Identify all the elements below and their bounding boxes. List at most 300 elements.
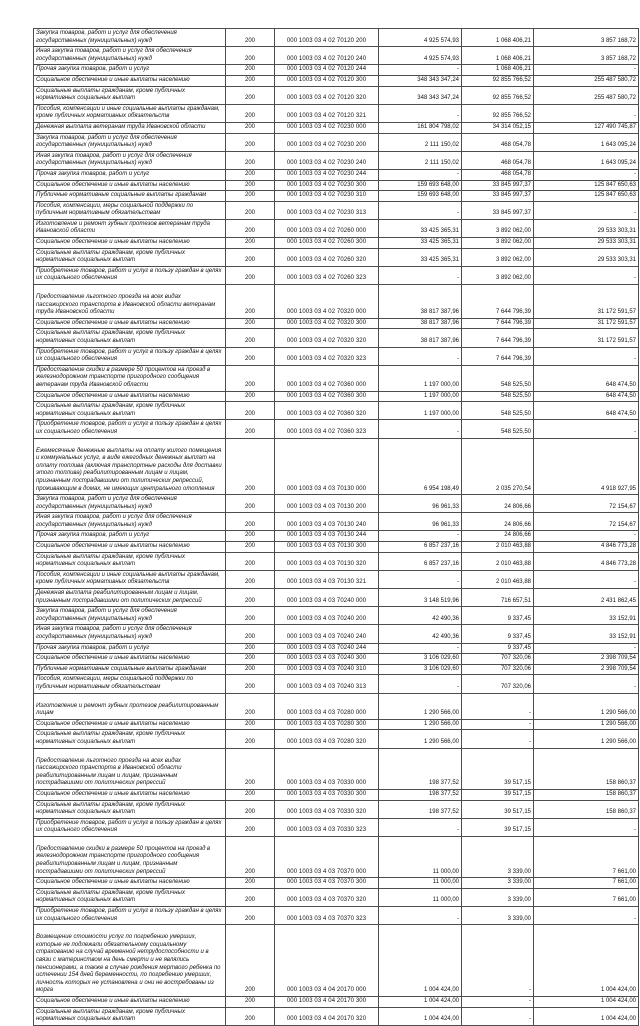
row-amount-2: 468 054,78: [462, 151, 534, 169]
row-budget-code: 000 1003 03 4 03 70240 240: [275, 625, 379, 643]
row-amount-2: 3 892 062,00: [462, 219, 534, 237]
row-description: Социальные выплаты гражданам, кроме публичных нормативных социальных выплат: [34, 402, 226, 420]
row-amount-1: -: [379, 675, 462, 693]
row-amount-1: 159 693 648,00: [379, 180, 462, 191]
row-amount-3: 29 533 303,31: [534, 248, 639, 266]
row-amount-3: -: [534, 420, 639, 438]
table-row: [34, 878, 639, 889]
row-budget-code: 000 1003 03 4 03 70130 321: [275, 570, 379, 588]
row-expense-kind-code: 200: [226, 285, 275, 319]
row-description: Пособия, компенсации, меры социальной поддержки по публичным нормативным обязательствам: [34, 675, 226, 693]
row-description: Социальное обеспечение и иные выплаты населению: [34, 238, 226, 249]
row-budget-code: 000 1003 03 4 03 70280 320: [275, 730, 379, 748]
row-budget-code: 000 1003 03 4 03 70370 320: [275, 888, 379, 906]
row-expense-kind-code: 200: [226, 47, 275, 65]
row-amount-1: -: [379, 531, 462, 542]
table-row: [34, 589, 639, 607]
table-row: [34, 607, 639, 625]
row-budget-code: 000 1003 03 4 03 70330 000: [275, 748, 379, 789]
row-amount-3: 3 857 168,72: [534, 47, 639, 65]
table-row: [34, 420, 639, 438]
row-budget-code: 000 1003 03 4 03 70240 313: [275, 675, 379, 693]
row-amount-3: 255 487 580,72: [534, 75, 639, 86]
row-expense-kind-code: 200: [226, 318, 275, 329]
row-budget-code: 000 1003 03 4 03 70370 000: [275, 836, 379, 877]
row-budget-code: 000 1003 03 4 03 70130 240: [275, 513, 379, 531]
row-budget-code: 000 1003 03 4 02 70230 200: [275, 133, 379, 151]
row-amount-1: 3 106 029,60: [379, 664, 462, 675]
row-description: Публичные нормативные социальные выплаты гражданам: [34, 664, 226, 675]
row-description: Социальное обеспечение и иные выплаты населению: [34, 542, 226, 553]
row-expense-kind-code: 200: [226, 789, 275, 800]
row-description: Социальное обеспечение и иные выплаты населению: [34, 391, 226, 402]
table-row: [34, 391, 639, 402]
row-amount-1: -: [379, 907, 462, 925]
row-description: Приобретение товаров, работ и услуг в пользу граждан в целях их социального обеспечения: [34, 347, 226, 365]
row-amount-2: 92 855 766,52: [462, 75, 534, 86]
row-expense-kind-code: 200: [226, 1007, 275, 1025]
row-expense-kind-code: 200: [226, 836, 275, 877]
row-amount-1: 198 377,52: [379, 800, 462, 818]
row-budget-code: 000 1003 03 4 03 70330 320: [275, 800, 379, 818]
row-amount-3: -: [534, 818, 639, 836]
row-amount-2: 7 644 796,39: [462, 285, 534, 319]
row-budget-code: 000 1003 03 4 02 70260 323: [275, 266, 379, 284]
row-amount-1: 161 804 798,02: [379, 122, 462, 133]
row-budget-code: 000 1003 03 4 02 70230 000: [275, 122, 379, 133]
row-budget-code: 000 1003 03 4 02 70120 321: [275, 104, 379, 122]
row-description: Социальное обеспечение и иные выплаты населению: [34, 996, 226, 1007]
table-row: [34, 675, 639, 693]
row-budget-code: 000 1003 03 4 03 70240 310: [275, 664, 379, 675]
row-budget-code: 000 1003 03 4 03 70130 200: [275, 495, 379, 513]
table-row: [34, 552, 639, 570]
row-amount-1: 6 954 198,49: [379, 438, 462, 495]
row-budget-code: 000 1003 03 4 03 70370 323: [275, 907, 379, 925]
row-budget-code: 000 1003 03 4 03 70240 300: [275, 654, 379, 665]
row-amount-2: 33 845 997,37: [462, 201, 534, 219]
row-amount-3: 125 847 650,63: [534, 191, 639, 202]
row-expense-kind-code: 200: [226, 201, 275, 219]
row-amount-1: 38 817 387,96: [379, 329, 462, 347]
table-row: [34, 169, 639, 180]
row-description: Закупка товаров, работ и услуг для обеспечения государственных (муниципальных) нужд: [34, 133, 226, 151]
row-amount-1: 1 290 566,00: [379, 730, 462, 748]
row-expense-kind-code: 200: [226, 878, 275, 889]
row-expense-kind-code: 200: [226, 907, 275, 925]
row-expense-kind-code: 200: [226, 888, 275, 906]
row-expense-kind-code: 200: [226, 86, 275, 104]
table-row: [34, 654, 639, 665]
row-description: Прочая закупка товаров, работ и услуг: [34, 643, 226, 654]
row-amount-1: 1 197 000,00: [379, 391, 462, 402]
row-expense-kind-code: 200: [226, 513, 275, 531]
row-amount-1: -: [379, 347, 462, 365]
row-amount-2: 3 892 062,00: [462, 248, 534, 266]
row-amount-3: 4 846 773,28: [534, 552, 639, 570]
row-amount-1: 42 490,36: [379, 625, 462, 643]
row-amount-1: -: [379, 266, 462, 284]
row-expense-kind-code: 200: [226, 925, 275, 997]
row-amount-3: -: [534, 570, 639, 588]
row-budget-code: 000 1003 03 4 02 70360 323: [275, 420, 379, 438]
row-amount-3: 1 290 566,00: [534, 693, 639, 719]
row-amount-1: 96 961,33: [379, 495, 462, 513]
row-expense-kind-code: 200: [226, 420, 275, 438]
row-budget-code: 000 1003 03 4 02 70320 323: [275, 347, 379, 365]
table-row: [34, 29, 639, 47]
row-description: Социальные выплаты гражданам, кроме публичных нормативных социальных выплат: [34, 1007, 226, 1025]
table-row: [34, 266, 639, 284]
table-row: [34, 191, 639, 202]
row-amount-2: 2 035 270,54: [462, 438, 534, 495]
row-description: Иная закупка товаров, работ и услуг для обеспечения государственных (муниципальных) нужд: [34, 625, 226, 643]
row-expense-kind-code: 200: [226, 730, 275, 748]
row-budget-code: 000 1003 03 4 02 70360 000: [275, 365, 379, 391]
row-amount-2: 1 068 406,21: [462, 47, 534, 65]
row-description: Закупка товаров, работ и услуг для обеспечения государственных (муниципальных) нужд: [34, 607, 226, 625]
row-budget-code: 000 1003 03 4 02 70120 300: [275, 75, 379, 86]
row-expense-kind-code: 200: [226, 589, 275, 607]
row-budget-code: 000 1003 03 4 03 70130 320: [275, 552, 379, 570]
row-description: Социальное обеспечение и иные выплаты населению: [34, 789, 226, 800]
row-amount-2: 2 010 463,88: [462, 570, 534, 588]
row-amount-3: 125 847 650,63: [534, 180, 639, 191]
row-amount-3: 72 154,67: [534, 513, 639, 531]
row-amount-3: 72 154,67: [534, 495, 639, 513]
budget-table: [33, 28, 639, 1026]
row-amount-1: 4 925 574,93: [379, 29, 462, 47]
row-budget-code: 000 1003 03 4 03 70130 244: [275, 531, 379, 542]
row-description: Социальные выплаты гражданам, кроме публичных нормативных социальных выплат: [34, 800, 226, 818]
table-row: [34, 730, 639, 748]
row-description: Изготовление и ремонт зубных протезов реабилитированным лицам: [34, 693, 226, 719]
table-row: [34, 836, 639, 877]
row-amount-1: 198 377,52: [379, 789, 462, 800]
row-amount-2: 34 314 052,15: [462, 122, 534, 133]
row-amount-1: 1 290 566,00: [379, 693, 462, 719]
row-budget-code: 000 1003 03 4 03 70240 244: [275, 643, 379, 654]
row-expense-kind-code: 200: [226, 693, 275, 719]
row-description: Денежная выплата ветеранам труда Ивановской области: [34, 122, 226, 133]
row-amount-1: -: [379, 65, 462, 76]
row-description: Социальное обеспечение и иные выплаты населению: [34, 180, 226, 191]
row-amount-3: 1 004 424,00: [534, 1007, 639, 1025]
table-row: [34, 201, 639, 219]
row-description: Прочая закупка товаров, работ и услуг: [34, 65, 226, 76]
table-row: [34, 1007, 639, 1025]
table-row: [34, 925, 639, 997]
row-budget-code: 000 1003 03 4 03 70130 000: [275, 438, 379, 495]
table-row: [34, 347, 639, 365]
row-amount-1: 348 343 347,24: [379, 86, 462, 104]
row-expense-kind-code: 200: [226, 654, 275, 665]
row-amount-3: -: [534, 169, 639, 180]
row-amount-2: 468 054,78: [462, 133, 534, 151]
table-row: [34, 47, 639, 65]
row-amount-3: 648 474,50: [534, 402, 639, 420]
row-budget-code: 000 1003 03 4 03 70130 300: [275, 542, 379, 553]
row-description: Предоставление льготного проезда на всех видах пассажирского транспорта в Ивановской области ветеранам труда Ивановской области: [34, 285, 226, 319]
table-row: [34, 542, 639, 553]
row-amount-1: 159 693 648,00: [379, 191, 462, 202]
row-amount-1: 3 106 029,60: [379, 654, 462, 665]
table-row: [34, 818, 639, 836]
row-expense-kind-code: 200: [226, 607, 275, 625]
row-budget-code: 000 1003 03 4 02 70260 300: [275, 238, 379, 249]
table-row: [34, 888, 639, 906]
row-description: Социальные выплаты гражданам, кроме публичных нормативных социальных выплат: [34, 552, 226, 570]
row-amount-3: 7 661,00: [534, 836, 639, 877]
row-amount-2: 2 010 463,88: [462, 552, 534, 570]
row-budget-code: 000 1003 03 4 02 70230 313: [275, 201, 379, 219]
row-description: Социальное обеспечение и иные выплаты населению: [34, 654, 226, 665]
row-budget-code: 000 1003 03 4 03 70370 300: [275, 878, 379, 889]
row-amount-3: 33 152,91: [534, 625, 639, 643]
row-amount-3: 7 661,00: [534, 888, 639, 906]
row-amount-3: -: [534, 347, 639, 365]
row-amount-1: 33 425 365,31: [379, 248, 462, 266]
row-amount-3: 2 431 862,45: [534, 589, 639, 607]
table-row: [34, 329, 639, 347]
row-expense-kind-code: 200: [226, 664, 275, 675]
row-amount-2: 3 339,00: [462, 888, 534, 906]
row-amount-3: -: [534, 104, 639, 122]
budget-table-body: [34, 29, 639, 1026]
row-expense-kind-code: 200: [226, 191, 275, 202]
row-expense-kind-code: 200: [226, 542, 275, 553]
row-amount-3: 31 172 591,57: [534, 329, 639, 347]
row-amount-2: 33 845 997,37: [462, 180, 534, 191]
table-row: [34, 907, 639, 925]
row-description: Возмещение стоимости услуг по погребению умерших, которые не подлежали обязательному социальному страхованию на случай временной нетрудоспособности и в связи с материнством на день смерти и не являлись пенсионерами, а также в случае рождения мертвого ребенка по истечении 154 дней беременности, по погребению умерших, личность которых не установлена и они не востребованы из морга: [34, 925, 226, 997]
row-amount-1: 3 148 519,96: [379, 589, 462, 607]
row-description: Закупка товаров, работ и услуг для обеспечения государственных (муниципальных) нужд: [34, 29, 226, 47]
row-amount-2: 3 339,00: [462, 836, 534, 877]
row-amount-2: 24 806,66: [462, 513, 534, 531]
table-row: [34, 748, 639, 789]
row-description: Пособия, компенсации, меры социальной поддержки по публичным нормативным обязательствам: [34, 201, 226, 219]
row-amount-1: -: [379, 420, 462, 438]
row-description: Прочая закупка товаров, работ и услуг: [34, 531, 226, 542]
table-row: [34, 65, 639, 76]
row-amount-1: 348 343 347,24: [379, 75, 462, 86]
table-row: [34, 719, 639, 730]
table-row: [34, 438, 639, 495]
row-amount-2: 468 054,78: [462, 169, 534, 180]
row-expense-kind-code: 200: [226, 347, 275, 365]
row-amount-2: 24 806,66: [462, 495, 534, 513]
row-description: Социальные выплаты гражданам, кроме публичных нормативных социальных выплат: [34, 248, 226, 266]
table-row: [34, 86, 639, 104]
row-amount-1: 11 000,00: [379, 888, 462, 906]
row-expense-kind-code: 200: [226, 29, 275, 47]
row-amount-2: -: [462, 730, 534, 748]
row-amount-3: 158 860,37: [534, 748, 639, 789]
row-amount-3: 29 533 303,31: [534, 238, 639, 249]
row-description: Прочая закупка товаров, работ и услуг: [34, 169, 226, 180]
row-description: Денежная выплата реабилитированным лицам и лицам, признанным пострадавшими от политических репрессий: [34, 589, 226, 607]
row-expense-kind-code: 200: [226, 552, 275, 570]
row-amount-1: 2 111 150,02: [379, 133, 462, 151]
row-amount-1: -: [379, 570, 462, 588]
row-description: Иная закупка товаров, работ и услуг для обеспечения государственных (муниципальных) нужд: [34, 513, 226, 531]
row-amount-3: -: [534, 907, 639, 925]
row-amount-2: 716 657,51: [462, 589, 534, 607]
row-amount-2: 92 855 766,52: [462, 86, 534, 104]
row-budget-code: 000 1003 03 4 03 70330 323: [275, 818, 379, 836]
row-amount-2: -: [462, 1007, 534, 1025]
row-budget-code: 000 1003 03 4 03 70330 300: [275, 789, 379, 800]
table-row: [34, 285, 639, 319]
row-amount-2: 1 068 406,21: [462, 65, 534, 76]
row-budget-code: 000 1003 03 4 02 70320 300: [275, 318, 379, 329]
row-budget-code: 000 1003 03 4 04 20170 320: [275, 1007, 379, 1025]
row-expense-kind-code: 200: [226, 402, 275, 420]
table-row: [34, 133, 639, 151]
row-amount-3: 7 661,00: [534, 878, 639, 889]
table-row: [34, 248, 639, 266]
row-expense-kind-code: 200: [226, 329, 275, 347]
row-expense-kind-code: 200: [226, 675, 275, 693]
row-budget-code: 000 1003 03 4 02 70120 200: [275, 29, 379, 47]
row-amount-3: 3 857 168,72: [534, 29, 639, 47]
row-amount-3: -: [534, 675, 639, 693]
row-amount-3: 4 918 927,95: [534, 438, 639, 495]
row-description: Социальное обеспечение и иные выплаты населению: [34, 75, 226, 86]
table-row: [34, 800, 639, 818]
row-expense-kind-code: 200: [226, 625, 275, 643]
row-amount-1: 1 197 000,00: [379, 365, 462, 391]
row-budget-code: 000 1003 03 4 02 70260 000: [275, 219, 379, 237]
table-row: [34, 318, 639, 329]
row-description: Социальное обеспечение и иные выплаты населению: [34, 878, 226, 889]
row-amount-2: 92 855 766,52: [462, 104, 534, 122]
row-budget-code: 000 1003 03 4 03 70240 200: [275, 607, 379, 625]
row-amount-1: -: [379, 169, 462, 180]
row-amount-1: 2 111 150,02: [379, 151, 462, 169]
table-row: [34, 693, 639, 719]
row-description: Иная закупка товаров, работ и услуг для обеспечения государственных (муниципальных) нужд: [34, 151, 226, 169]
row-amount-3: 31 172 591,57: [534, 285, 639, 319]
row-amount-2: 3 892 062,00: [462, 238, 534, 249]
table-row: [34, 75, 639, 86]
row-amount-1: 33 425 365,31: [379, 238, 462, 249]
row-amount-2: 39 517,15: [462, 748, 534, 789]
row-budget-code: 000 1003 03 4 02 70230 300: [275, 180, 379, 191]
row-amount-2: 548 525,50: [462, 402, 534, 420]
row-budget-code: 000 1003 03 4 03 70280 000: [275, 693, 379, 719]
row-amount-2: 707 320,06: [462, 664, 534, 675]
row-description: Приобретение товаров, работ и услуг в пользу граждан в целях их социального обеспечения: [34, 907, 226, 925]
row-amount-1: 33 425 365,31: [379, 219, 462, 237]
table-row: [34, 180, 639, 191]
row-expense-kind-code: 200: [226, 133, 275, 151]
row-amount-3: 1 290 566,00: [534, 719, 639, 730]
row-amount-3: 648 474,50: [534, 391, 639, 402]
row-amount-1: 1 004 424,00: [379, 996, 462, 1007]
row-amount-3: 1 004 424,00: [534, 925, 639, 997]
row-amount-1: 6 857 237,16: [379, 552, 462, 570]
row-amount-2: -: [462, 925, 534, 997]
table-row: [34, 789, 639, 800]
row-amount-3: 648 474,50: [534, 365, 639, 391]
row-amount-1: -: [379, 201, 462, 219]
row-amount-1: -: [379, 104, 462, 122]
row-description: Иная закупка товаров, работ и услуг для обеспечения государственных (муниципальных) нужд: [34, 47, 226, 65]
row-amount-2: 3 339,00: [462, 907, 534, 925]
row-expense-kind-code: 200: [226, 800, 275, 818]
row-amount-2: 9 337,45: [462, 625, 534, 643]
row-expense-kind-code: 200: [226, 719, 275, 730]
row-budget-code: 000 1003 03 4 04 20170 300: [275, 996, 379, 1007]
row-amount-2: 9 337,45: [462, 607, 534, 625]
row-amount-1: 11 000,00: [379, 878, 462, 889]
row-amount-3: 2 398 709,54: [534, 654, 639, 665]
row-expense-kind-code: 200: [226, 104, 275, 122]
row-amount-3: -: [534, 201, 639, 219]
row-expense-kind-code: 200: [226, 248, 275, 266]
row-amount-1: 4 925 574,93: [379, 47, 462, 65]
row-description: Закупка товаров, работ и услуг для обеспечения государственных (муниципальных) нужд: [34, 495, 226, 513]
row-budget-code: 000 1003 03 4 02 70320 320: [275, 329, 379, 347]
row-amount-2: 39 517,15: [462, 789, 534, 800]
row-amount-3: 1 643 095,24: [534, 151, 639, 169]
row-expense-kind-code: 200: [226, 180, 275, 191]
row-amount-2: -: [462, 996, 534, 1007]
row-amount-3: 1 004 424,00: [534, 996, 639, 1007]
row-amount-2: 548 525,50: [462, 365, 534, 391]
row-amount-3: 255 487 580,72: [534, 86, 639, 104]
row-amount-3: 4 846 773,28: [534, 542, 639, 553]
row-amount-2: 2 010 463,88: [462, 542, 534, 553]
row-amount-2: 3 892 062,00: [462, 266, 534, 284]
table-row: [34, 219, 639, 237]
row-amount-3: 31 172 591,57: [534, 318, 639, 329]
row-amount-1: 1 004 424,00: [379, 925, 462, 997]
row-amount-2: 1 068 406,21: [462, 29, 534, 47]
row-amount-1: 38 817 387,96: [379, 318, 462, 329]
row-description: Социальное обеспечение и иные выплаты населению: [34, 318, 226, 329]
row-budget-code: 000 1003 03 4 02 70360 300: [275, 391, 379, 402]
table-row: [34, 996, 639, 1007]
table-row: [34, 151, 639, 169]
row-amount-1: 1 290 566,00: [379, 719, 462, 730]
row-amount-3: -: [534, 266, 639, 284]
row-amount-2: 33 845 997,37: [462, 191, 534, 202]
row-amount-2: 24 806,66: [462, 531, 534, 542]
row-expense-kind-code: 200: [226, 75, 275, 86]
row-budget-code: 000 1003 03 4 04 20170 000: [275, 925, 379, 997]
row-budget-code: 000 1003 03 4 02 70230 244: [275, 169, 379, 180]
row-expense-kind-code: 200: [226, 748, 275, 789]
row-expense-kind-code: 200: [226, 996, 275, 1007]
row-amount-1: 1 197 000,00: [379, 402, 462, 420]
row-budget-code: 000 1003 03 4 02 70360 320: [275, 402, 379, 420]
row-description: Предоставление льготного проезда на всех видах пассажирского транспорта в Ивановской области реабилитированным лицам и лицам, признанным пострадавшими от политических репрессий: [34, 748, 226, 789]
row-amount-3: 33 152,91: [534, 607, 639, 625]
row-description: Пособия, компенсации и иные социальные выплаты гражданам, кроме публичных нормативных обязательств: [34, 570, 226, 588]
row-description: Предоставление скидки в размере 50 процентов на проезд в железнодорожном транспорте пригородного сообщения реабилитированным лицам и лицам, признанным пострадавшими от политических репрессий: [34, 836, 226, 877]
row-description: Приобретение товаров, работ и услуг в пользу граждан в целях их социального обеспечения: [34, 420, 226, 438]
row-amount-3: 158 860,37: [534, 800, 639, 818]
row-amount-1: 198 377,52: [379, 748, 462, 789]
row-amount-2: 7 644 796,39: [462, 329, 534, 347]
table-row: [34, 238, 639, 249]
row-expense-kind-code: 200: [226, 643, 275, 654]
row-amount-2: 39 517,15: [462, 818, 534, 836]
row-amount-3: 158 860,37: [534, 789, 639, 800]
